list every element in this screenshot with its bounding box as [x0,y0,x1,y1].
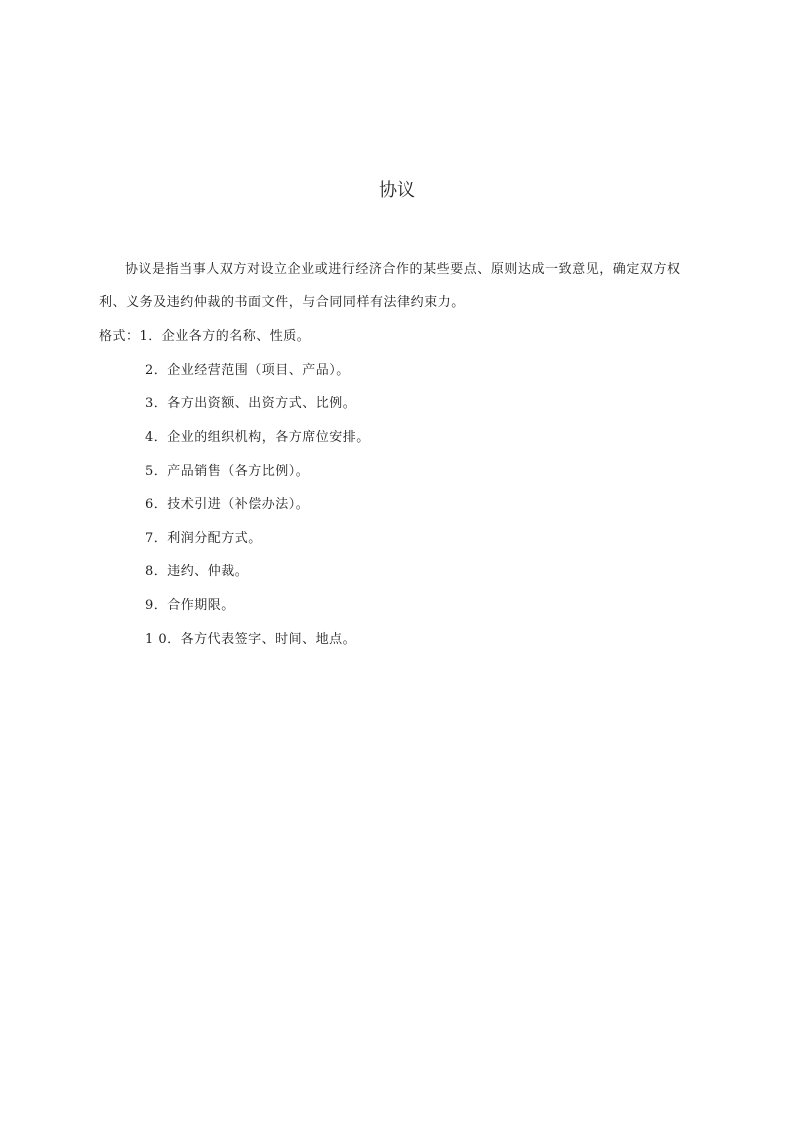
format-item: 4．企业的组织机构，各方席位安排。 [145,430,370,445]
intro-paragraph-line-2: 利、义务及违约仲裁的书面文件，与合同同样有法律约束力。 [99,295,465,310]
format-first-line [99,329,310,345]
format-item: 2．企业经营范围（项目、产品）。 [145,363,350,378]
format-item: 1 0．各方代表签字、时间、地点。 [145,632,357,647]
document-title: 协议 [379,180,415,201]
format-item: 5．产品销售（各方比例）。 [145,464,310,479]
format-label: 格式： [99,329,140,344]
format-item: 3．各方出资额、出资方式、比例。 [145,396,357,411]
format-item: 6．技术引进（补偿办法）。 [145,497,310,512]
format-item: 7．利润分配方式。 [145,531,262,546]
intro-paragraph-line-1: 协议是指当事人双方对设立企业或进行经济合作的某些要点、原则达成一致意见，确定双方权 [125,262,681,277]
format-item: 8．违约、仲裁。 [145,564,249,579]
format-item: 9．合作期限。 [145,598,235,613]
format-item: 1．企业各方的名称、性质。 [139,329,311,344]
